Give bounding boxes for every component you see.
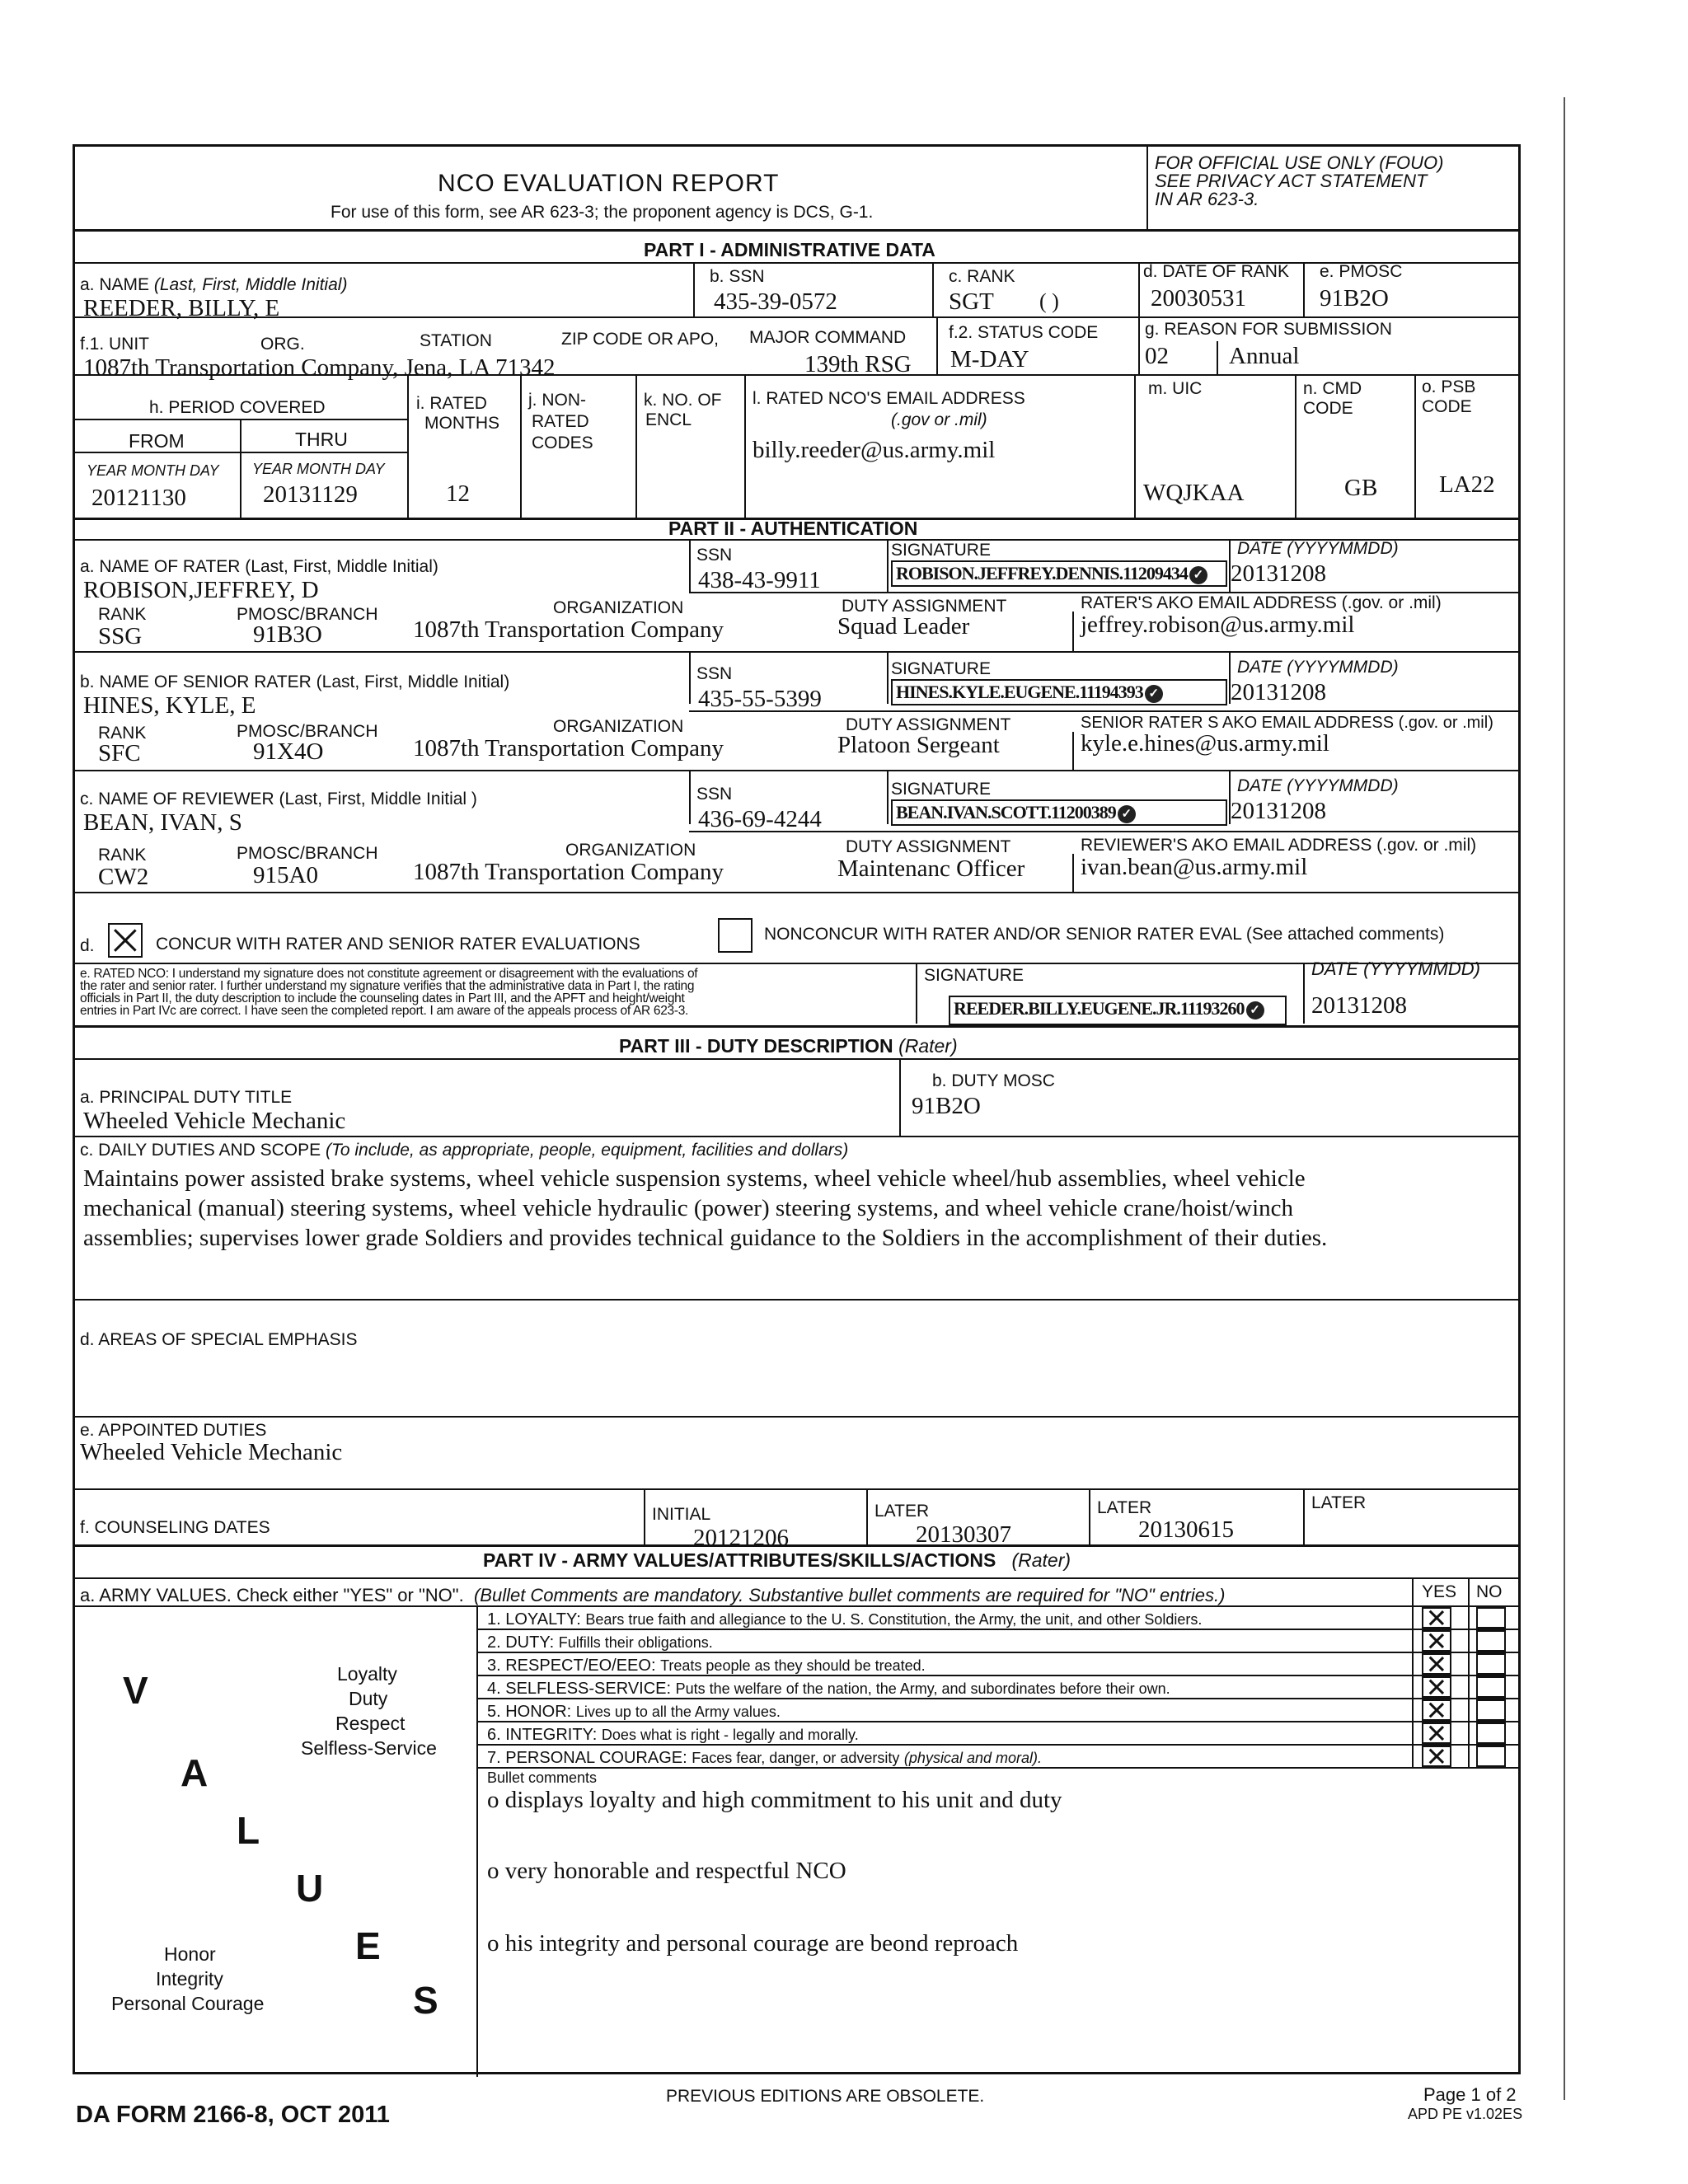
- bullet-comment: o very honorable and respectful NCO: [487, 1858, 846, 1884]
- x-mark-icon: [1429, 1634, 1444, 1647]
- principal-duty-label: a. PRINCIPAL DUTY TITLE: [80, 1088, 293, 1107]
- concur-d-label: d.: [80, 936, 95, 955]
- from-label: FROM: [129, 430, 185, 452]
- reviewer-name: BEAN, IVAN, S: [83, 809, 242, 836]
- dor-label: d. DATE OF RANK: [1143, 262, 1289, 281]
- rater-date-label: DATE (YYYYMMDD): [1237, 539, 1399, 558]
- senior-name-label: b. NAME OF SENIOR RATER (Last, First, Middle Initial): [80, 673, 510, 691]
- no-checkbox[interactable]: [1476, 1630, 1506, 1652]
- right-scan-line: [1564, 97, 1565, 2100]
- period-thru: 20131129: [263, 481, 358, 508]
- form-id: DA FORM 2166-8, OCT 2011: [76, 2102, 390, 2128]
- yes-checkbox[interactable]: [1422, 1630, 1451, 1652]
- rater-email: jeffrey.robison@us.army.mil: [1081, 612, 1355, 638]
- email-hint: (.gov or .mil): [891, 410, 987, 429]
- army-value-item: [487, 1680, 1170, 1699]
- rater-name: ROBISON,JEFFREY, D: [83, 577, 319, 603]
- army-value-description: Faces fear, danger, or adversity: [692, 1750, 900, 1766]
- appointed-duties-label: e. APPOINTED DUTIES: [80, 1421, 267, 1440]
- bullet-comment: o his integrity and personal courage are beond reproach: [487, 1930, 1019, 1957]
- later-label-1: LATER: [874, 1502, 930, 1521]
- part4-title: PART IV - ARMY VALUES/ATTRIBUTES/SKILLS/ACTIONS (Rater): [483, 1549, 1071, 1571]
- rater-rank: SSG: [98, 623, 143, 649]
- thru-label: THRU: [295, 429, 348, 450]
- army-values-label: a. ARMY VALUES. Check either "YES" or "NO". (Bullet Comments are mandatory. Substantive bullet comments are required for "NO" entries.): [80, 1585, 1226, 1605]
- encl-label-1: k. NO. OF: [644, 391, 722, 410]
- reason-code: 02: [1145, 343, 1169, 369]
- rated-nco-statement-line: entries in Part IVc are correct. I have seen the completed report. I am aware of the appeals process of AR 623-3.: [80, 1004, 689, 1018]
- fouo-line-3: IN AR 623-3.: [1155, 189, 1259, 209]
- psb-label-2: CODE: [1422, 397, 1472, 416]
- cmd-label-2: CODE: [1303, 399, 1353, 418]
- digital-signature-icon: ✓: [1246, 1001, 1264, 1019]
- values-word: Personal Courage: [111, 1993, 265, 2014]
- concur-label: CONCUR WITH RATER AND SENIOR RATER EVALUATIONS: [156, 935, 640, 954]
- yes-checkbox[interactable]: [1422, 1699, 1451, 1721]
- army-value-hint: (physical and moral).: [903, 1750, 1042, 1766]
- army-value-name: 2. DUTY:: [487, 1633, 555, 1652]
- x-mark-icon: [1429, 1680, 1444, 1694]
- fouo-line-2: SEE PRIVACY ACT STATEMENT: [1155, 171, 1428, 191]
- no-checkbox[interactable]: [1476, 1722, 1506, 1744]
- no-label: NO: [1476, 1582, 1503, 1601]
- reviewer-org: 1087th Transportation Company: [413, 859, 724, 885]
- ssn-label: b. SSN: [710, 267, 765, 286]
- org-label: ORG.: [260, 335, 305, 354]
- rated-months-label-1: i. RATED: [416, 394, 487, 413]
- reason-value: Annual: [1229, 343, 1300, 369]
- reviewer-duty-label: DUTY ASSIGNMENT: [846, 837, 1011, 856]
- no-checkbox[interactable]: [1476, 1676, 1506, 1698]
- rater-ssn: 438-43-9911: [698, 567, 821, 593]
- values-letter-a: A: [181, 1751, 209, 1794]
- digital-signature-icon: ✓: [1145, 685, 1163, 703]
- thru-ymd-label: YEAR MONTH DAY: [252, 461, 385, 477]
- senior-name: HINES, KYLE, E: [83, 692, 256, 719]
- senior-rank: SFC: [98, 740, 141, 766]
- nco-date: 20131208: [1311, 992, 1407, 1019]
- nco-signature: REEDER.BILLY.EUGENE.JR.11193260 ✓: [949, 996, 1287, 1025]
- reviewer-name-label: c. NAME OF REVIEWER (Last, First, Middle Initial ): [80, 790, 477, 808]
- psb-label-1: o. PSB: [1422, 377, 1476, 396]
- no-checkbox[interactable]: [1476, 1653, 1506, 1675]
- counseling-initial: 20121206: [693, 1525, 789, 1551]
- values-letter-v: V: [123, 1669, 148, 1712]
- x-mark-icon: [1429, 1727, 1444, 1740]
- army-value-item: [487, 1633, 713, 1652]
- yes-checkbox[interactable]: [1422, 1676, 1451, 1698]
- rater-name-label: a. NAME OF RATER (Last, First, Middle Initial): [80, 557, 438, 576]
- part1-title: PART I - ADMINISTRATIVE DATA: [644, 239, 935, 260]
- army-value-name: 5. HONOR:: [487, 1703, 572, 1721]
- appointed-duties: Wheeled Vehicle Mechanic: [80, 1439, 343, 1465]
- values-letter-l: L: [237, 1809, 260, 1852]
- email-label: l. RATED NCO'S EMAIL ADDRESS: [753, 389, 1025, 408]
- x-mark-icon: [1429, 1657, 1444, 1671]
- army-value-item: [487, 1703, 781, 1722]
- rater-org-label: ORGANIZATION: [553, 598, 684, 617]
- reviewer-rank: CW2: [98, 864, 149, 890]
- date-of-rank: 20030531: [1151, 285, 1246, 312]
- rank-paren: ( ): [1039, 289, 1059, 313]
- reason-label: g. REASON FOR SUBMISSION: [1145, 320, 1392, 339]
- x-mark-icon: [1429, 1611, 1444, 1624]
- fouo-line-1: FOR OFFICIAL USE ONLY (FOUO): [1155, 152, 1444, 173]
- yes-checkbox[interactable]: [1422, 1653, 1451, 1675]
- reviewer-email: ivan.bean@us.army.mil: [1081, 854, 1308, 880]
- reviewer-signature: BEAN.IVAN.SCOTT.11200389 ✓: [891, 799, 1227, 826]
- daily-duties-line: mechanical (manual) steering systems, wheel vehicle hydraulic (power) steering systems, and wheel vehicle crane/hoist/winch: [83, 1195, 1294, 1221]
- rated-months-label-2: MONTHS: [424, 414, 499, 433]
- yes-checkbox[interactable]: [1422, 1722, 1451, 1744]
- senior-duty: Platoon Sergeant: [837, 732, 1000, 758]
- yes-label: YES: [1422, 1582, 1457, 1601]
- part2-title: PART II - AUTHENTICATION: [668, 518, 918, 539]
- senior-duty-label: DUTY ASSIGNMENT: [846, 715, 1011, 734]
- bullet-comment: o displays loyalty and high commitment to his unit and duty: [487, 1787, 1062, 1813]
- rater-ssn-label: SSN: [696, 546, 733, 565]
- reviewer-ssn: 436-69-4244: [698, 806, 822, 832]
- bullet-comments-label: Bullet comments: [487, 1769, 598, 1786]
- rated-nco-statement-line: officials in Part II, the duty description to include the counseling dates in Part III, and the APFT and height/weight: [80, 991, 685, 1005]
- nonrated-label-2: RATED: [532, 412, 589, 431]
- senior-ssn-label: SSN: [696, 664, 733, 683]
- nonrated-label-1: j. NON-: [528, 391, 586, 410]
- part3-title: PART III - DUTY DESCRIPTION (Rater): [619, 1035, 958, 1057]
- senior-date-label: DATE (YYYYMMDD): [1237, 658, 1399, 677]
- reviewer-date: 20131208: [1231, 798, 1326, 824]
- nonconcur-checkbox[interactable]: [718, 918, 753, 953]
- cmd-value: GB: [1344, 475, 1378, 501]
- no-checkbox[interactable]: [1476, 1746, 1506, 1767]
- rank-label: c. RANK: [949, 267, 1015, 286]
- army-value-description: Bears true faith and allegiance to the U. S. Constitution, the Army, the unit, and other Soldiers.: [585, 1611, 1203, 1628]
- unit-label: f.1. UNIT: [80, 335, 150, 354]
- nco-evaluation-form: [73, 144, 1521, 2074]
- daily-duties-line: Maintains power assisted brake systems, wheel vehicle suspension systems, wheel vehicle wheel/hub assemblies, wheel vehicle: [83, 1165, 1306, 1192]
- values-letter-u: U: [296, 1867, 324, 1910]
- nco-signature-label: SIGNATURE: [924, 966, 1024, 985]
- values-word: Selfless-Service: [301, 1737, 437, 1759]
- special-emphasis-label: d. AREAS OF SPECIAL EMPHASIS: [80, 1330, 358, 1349]
- uic-value: WQJKAA: [1143, 480, 1245, 506]
- army-value-name: 6. INTEGRITY:: [487, 1726, 598, 1744]
- yes-checkbox[interactable]: [1422, 1746, 1451, 1767]
- pmosc-label: e. PMOSC: [1320, 262, 1403, 281]
- reviewer-signature-label: SIGNATURE: [891, 780, 991, 799]
- rated-ssn: 435-39-0572: [714, 288, 837, 315]
- rater-email-label: RATER'S AKO EMAIL ADDRESS (.gov. or .mil): [1081, 593, 1442, 612]
- name-label: a. NAME (Last, First, Middle Initial): [80, 275, 348, 294]
- senior-ssn: 435-55-5399: [698, 686, 822, 712]
- values-word: Integrity: [156, 1968, 223, 1990]
- army-value-item: [487, 1610, 1202, 1629]
- reviewer-duty: Maintenanc Officer: [837, 855, 1025, 882]
- status-value: M-DAY: [950, 346, 1029, 373]
- uic-label: m. UIC: [1148, 379, 1203, 398]
- rater-rank-label: RANK: [98, 605, 147, 624]
- counseling-later-2: 20130615: [1138, 1516, 1234, 1543]
- reviewer-org-label: ORGANIZATION: [565, 841, 696, 860]
- digital-signature-icon: ✓: [1118, 805, 1136, 823]
- concur-checkbox[interactable]: [108, 923, 143, 958]
- nonconcur-label: NONCONCUR WITH RATER AND/OR SENIOR RATER EVAL (See attached comments): [764, 925, 1445, 944]
- nco-date-label: DATE (YYYYMMDD): [1311, 958, 1480, 979]
- rater-signature: ROBISON.JEFFREY.DENNIS.11209434 ✓: [891, 560, 1227, 587]
- senior-org-label: ORGANIZATION: [553, 717, 684, 736]
- obsolete-note: PREVIOUS EDITIONS ARE OBSOLETE.: [666, 2087, 985, 2106]
- values-word: Duty: [349, 1688, 388, 1709]
- no-checkbox[interactable]: [1476, 1699, 1506, 1721]
- rated-name: REEDER, BILLY, E: [83, 295, 280, 321]
- reviewer-pmosc-label: PMOSC/BRANCH: [237, 844, 378, 863]
- rater-signature-label: SIGNATURE: [891, 541, 991, 560]
- rated-nco-statement-line: e. RATED NCO: I understand my signature does not constitute agreement or disagreement with the evaluations of: [80, 967, 698, 981]
- rated-months: 12: [446, 480, 470, 507]
- reviewer-ssn-label: SSN: [696, 785, 733, 804]
- rater-duty-label: DUTY ASSIGNMENT: [842, 597, 1007, 616]
- reviewer-date-label: DATE (YYYYMMDD): [1237, 776, 1399, 795]
- army-value-item: [487, 1726, 859, 1745]
- rater-pmosc-label: PMOSC/BRANCH: [237, 605, 378, 624]
- from-ymd-label: YEAR MONTH DAY: [87, 462, 219, 479]
- x-mark-icon: [1429, 1704, 1444, 1717]
- reviewer-pmosc: 915A0: [253, 862, 318, 888]
- reviewer-rank-label: RANK: [98, 846, 147, 865]
- army-value-name: 7. PERSONAL COURAGE:: [487, 1749, 687, 1767]
- army-value-description: Puts the welfare of the nation, the Army, and subordinates before their own.: [675, 1680, 1170, 1697]
- army-value-item: [487, 1657, 926, 1675]
- cmd-label-1: n. CMD: [1303, 379, 1362, 398]
- counseling-later-1: 20130307: [916, 1521, 1011, 1548]
- form-title: NCO EVALUATION REPORT: [438, 170, 780, 197]
- army-value-name: 1. LOYALTY:: [487, 1610, 581, 1629]
- daily-duties-line: assemblies; supervises lower grade Soldiers and provides technical guidance to the Soldiers in the accomplishment of their duties.: [83, 1225, 1328, 1251]
- reviewer-email-label: REVIEWER'S AKO EMAIL ADDRESS (.gov. or .mil): [1081, 836, 1477, 855]
- yes-checkbox[interactable]: [1422, 1607, 1451, 1629]
- psb-value: LA22: [1439, 471, 1495, 498]
- x-mark-icon: [1429, 1750, 1444, 1763]
- army-value-name: 4. SELFLESS-SERVICE:: [487, 1680, 672, 1698]
- rater-duty: Squad Leader: [837, 613, 970, 640]
- rated-pmosc: 91B2O: [1320, 285, 1389, 312]
- senior-signature-label: SIGNATURE: [891, 659, 991, 678]
- form-subtitle: For use of this form, see AR 623-3; the proponent agency is DCS, G-1.: [331, 203, 874, 222]
- status-label: f.2. STATUS CODE: [949, 323, 1099, 342]
- digital-signature-icon: ✓: [1189, 566, 1207, 584]
- nonrated-label-3: CODES: [532, 434, 593, 452]
- army-value-description: Treats people as they should be treated.: [660, 1657, 926, 1674]
- duty-mosc-label: b. DUTY MOSC: [932, 1071, 1055, 1090]
- unit-value: 1087th Transportation Company, Jena, LA 71342: [83, 354, 556, 381]
- values-word: Respect: [335, 1713, 406, 1734]
- rated-rank: SGT: [949, 288, 994, 315]
- encl-label-2: ENCL: [645, 410, 692, 429]
- senior-org: 1087th Transportation Company: [413, 735, 724, 762]
- counseling-label: f. COUNSELING DATES: [80, 1518, 270, 1537]
- values-letter-e: E: [355, 1924, 381, 1967]
- values-word: Honor: [164, 1943, 216, 1965]
- rater-org: 1087th Transportation Company: [413, 616, 724, 643]
- majcom-value: 139th RSG: [804, 351, 912, 377]
- army-value-description: Lives up to all the Army values.: [575, 1704, 781, 1720]
- senior-email: kyle.e.hines@us.army.mil: [1081, 730, 1329, 757]
- senior-email-label: SENIOR RATER S AKO EMAIL ADDRESS (.gov. or .mil): [1081, 714, 1493, 732]
- rated-nco-statement-line: the rater and senior rater. I further understand my signature verifies that the administrative data in Part I, the rating: [80, 979, 695, 993]
- duty-mosc: 91B2O: [912, 1093, 981, 1119]
- army-value-description: Fulfills their obligations.: [558, 1634, 713, 1651]
- principal-duty: Wheeled Vehicle Mechanic: [83, 1108, 346, 1134]
- senior-date: 20131208: [1231, 679, 1326, 705]
- period-from: 20121130: [91, 485, 186, 511]
- rated-nco-statement: [80, 968, 912, 1017]
- x-mark-icon: [114, 929, 137, 952]
- army-value-name: 3. RESPECT/EO/EEO:: [487, 1657, 656, 1675]
- period-label: h. PERIOD COVERED: [149, 398, 326, 417]
- senior-pmosc-label: PMOSC/BRANCH: [237, 722, 378, 741]
- majcom-label: MAJOR COMMAND: [749, 328, 907, 347]
- initial-label: INITIAL: [652, 1505, 711, 1524]
- rated-email: billy.reeder@us.army.mil: [753, 437, 996, 463]
- later-label-3: LATER: [1311, 1493, 1367, 1512]
- rater-date: 20131208: [1231, 560, 1326, 587]
- later-label-2: LATER: [1097, 1498, 1152, 1517]
- senior-rank-label: RANK: [98, 724, 147, 743]
- rater-pmosc: 91B3O: [253, 621, 322, 648]
- values-word: Loyalty: [337, 1663, 397, 1685]
- station-label: STATION: [420, 331, 492, 350]
- form-version: APD PE v1.02ES: [1408, 2106, 1523, 2122]
- no-checkbox[interactable]: [1476, 1607, 1506, 1629]
- army-value-item: [487, 1749, 1042, 1768]
- senior-pmosc: 91X4O: [253, 738, 324, 765]
- zip-label: ZIP CODE OR APO,: [561, 330, 719, 349]
- daily-duties-label: c. DAILY DUTIES AND SCOPE (To include, as appropriate, people, equipment, facilities and dollars): [80, 1141, 849, 1160]
- values-letter-s: S: [413, 1979, 438, 2022]
- army-value-description: Does what is right - legally and morally.: [601, 1727, 859, 1743]
- senior-signature: HINES.KYLE.EUGENE.11194393 ✓: [891, 679, 1227, 705]
- page-number: Page 1 of 2: [1423, 2084, 1517, 2105]
